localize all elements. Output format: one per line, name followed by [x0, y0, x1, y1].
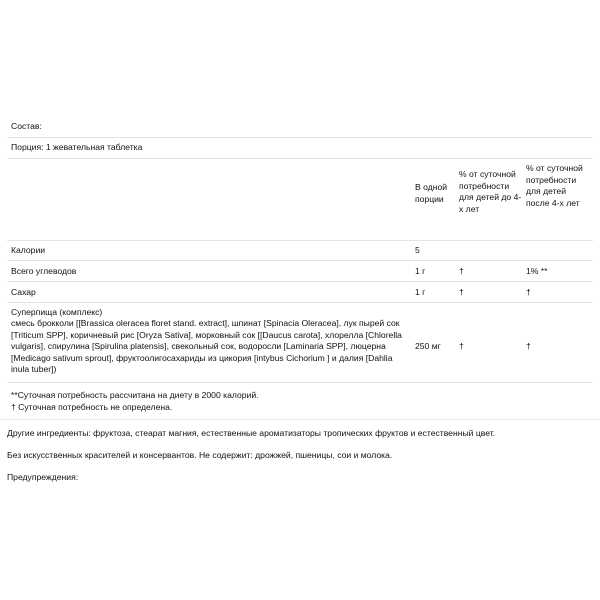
superfood-dv-over-4: †	[526, 341, 531, 351]
row-name: Всего углеводов	[11, 266, 77, 276]
divider	[7, 382, 593, 383]
other-ingredients: Другие ингредиенты: фруктоза, стеарат магния, естественные ароматизаторы тропических фруктов и естественный цвет.	[7, 428, 496, 438]
no-additives-statement: Без искусственных красителей и консервантов. Не содержит: дрожжей, пшеницы, сои и молока.	[7, 450, 393, 460]
divider	[7, 281, 593, 282]
serving-size: Порция: 1 жевательная таблетка	[11, 142, 143, 152]
footnote-calorie-basis: **Суточная потребность рассчитана на диету в 2000 калорий.	[11, 390, 259, 400]
row-name: Калории	[11, 245, 46, 255]
row-amount: 1 г	[415, 266, 426, 276]
divider	[7, 137, 593, 138]
superfood-dv-under-4: †	[459, 341, 464, 351]
divider	[7, 240, 593, 241]
facts-title: Состав:	[11, 121, 42, 131]
column-header-dv-over-4: % от суточной потребности для детей после 4-х лет	[526, 163, 583, 208]
column-header-dv-under-4: % от суточной потребности для детей до 4-х лет	[459, 169, 522, 214]
row-dv-under-4: †	[459, 266, 464, 276]
warnings-heading: Предупреждения:	[7, 472, 79, 482]
divider	[7, 302, 593, 303]
row-amount: 5	[415, 245, 420, 255]
row-name: Сахар	[11, 287, 36, 297]
divider	[0, 419, 600, 420]
row-dv-under-4: †	[459, 287, 464, 297]
row-dv-over-4: 1% **	[526, 266, 548, 276]
divider	[7, 158, 593, 159]
superfood-name: Суперпища (комплекс)	[11, 307, 103, 317]
footnotes	[11, 390, 259, 413]
divider	[7, 260, 593, 261]
superfood-description: смесь брокколи [[Brassica oleracea floret stand. extract], шпинат [Spinacia Oleracea], лук пырей сок [Triticum SPP], коричневый рис [Oryza Sativa], морковный сок [[Daucus carota], хлорелла [Chlorella vulgaris], спирулина [Spirulina platensis], свекольный сок, водоросли [Laminaria SPP], люцерна [Medicago sativum sprout], фруктоолигосахариды из цикория [intybus Cichorium ] и далия [Dahlia inula tuber])	[11, 318, 402, 374]
footnote-dv-not-established: † Суточная потребность не определена.	[11, 401, 173, 412]
column-header-per-portion: В одной порции	[415, 182, 448, 204]
row-dv-over-4: †	[526, 287, 531, 297]
row-amount: 1 г	[415, 287, 426, 297]
superfood-amount: 250 мг	[415, 341, 441, 351]
